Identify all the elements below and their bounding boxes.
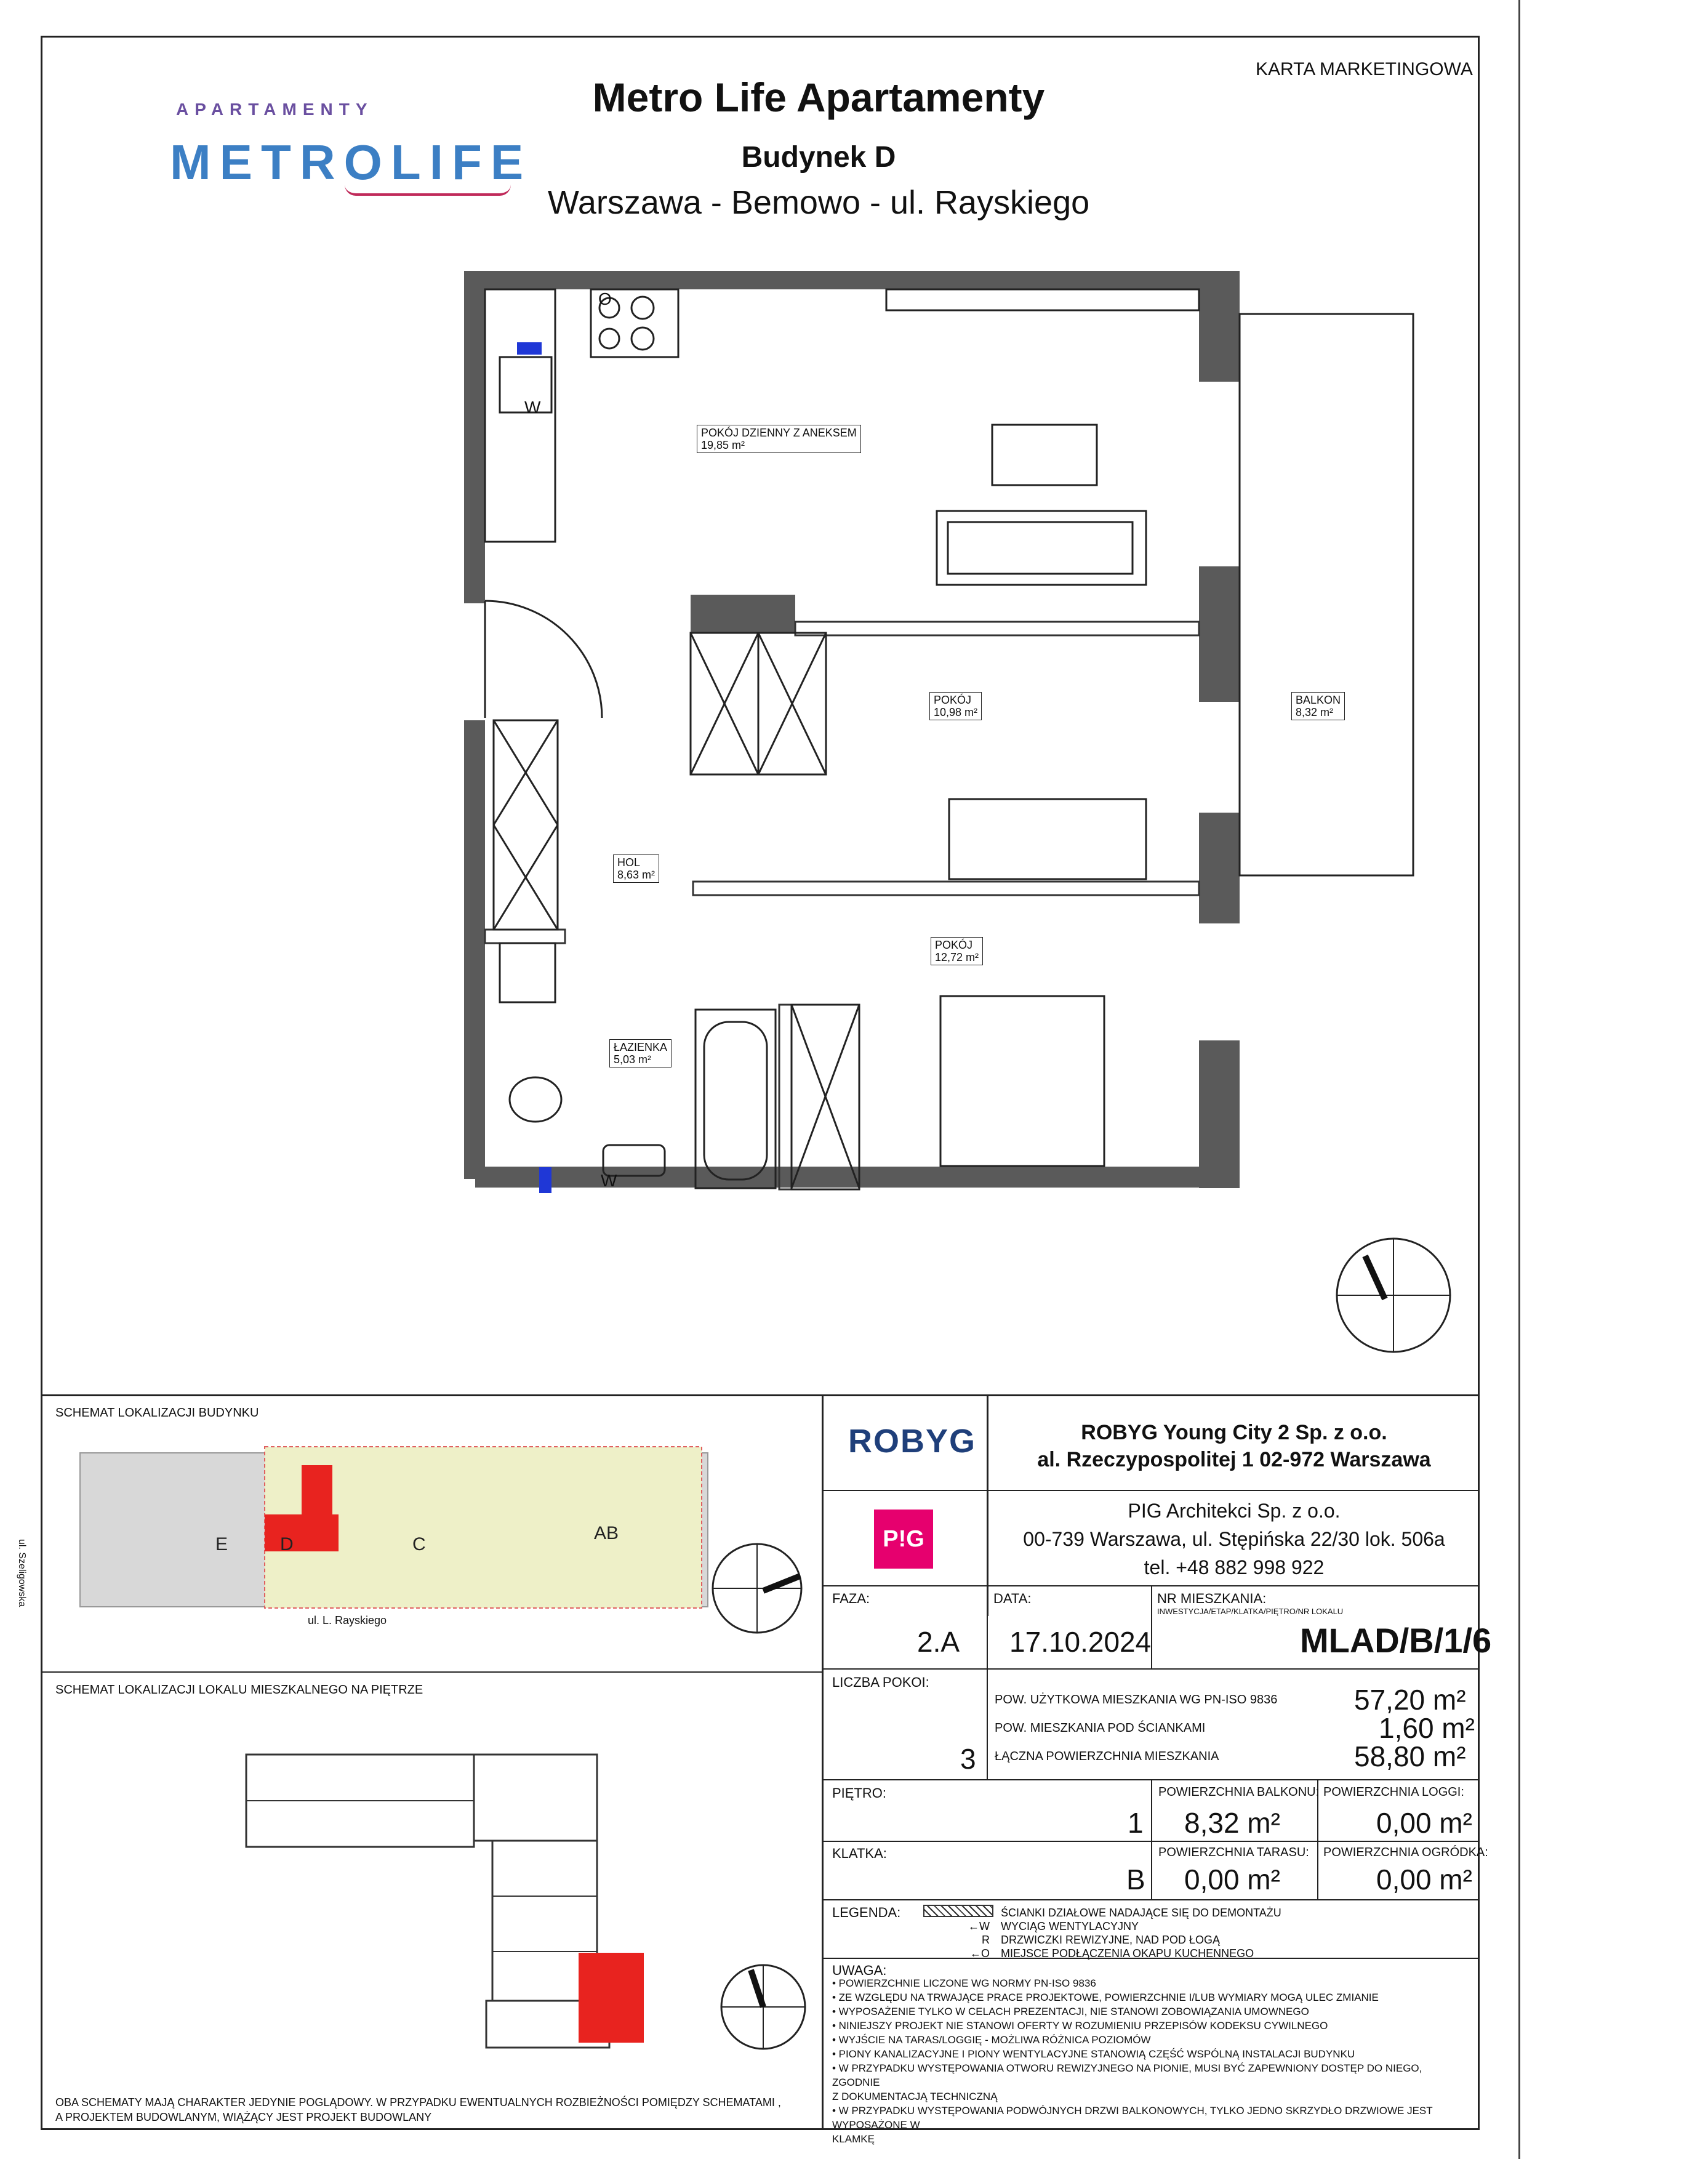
pow-pod-value: 1,60 m² [1379,1712,1475,1744]
col-data [1151,1586,1152,1670]
legend-sym-2: R [982,1934,990,1946]
pietro-label: PIĘTRO: [832,1785,887,1801]
room-label-bath: ŁAZIENKA 5,03 m² [609,1039,672,1067]
note-item: • PIONY KANALIZACYJNE I PIONY WENTYLACYJNE STANOWIĄ CZĘŚĆ WSPÓLNĄ INSTALACJI BUDYNKU [832,2048,1355,2060]
legend-hatch-sample [923,1905,993,1917]
room-label-living: POKÓJ DZIENNY Z ANEKSEM 19,85 m² [697,425,861,453]
note-item: • W PRZYPADKU WYSTĘPOWANIA PODWÓJNYCH DRZWI BALKONOWYCH, TYLKO JEDNO SKRZYDŁO DRZWIOWE JEST WYPOSAŻONE W [832,2105,1433,2131]
nr-value: MLAD/B/1/6 [1300,1621,1492,1660]
room-label-hall: HOL 8,63 m² [613,854,659,883]
legend-sym-3: ←O [969,1947,990,1960]
legend-label: LEGENDA: [832,1905,901,1920]
schema-divider [41,1671,822,1673]
legend-item-0: ŚCIANKI DZIAŁOWE NADAJĄCE SIĘ DO DEMONTAŻU [1001,1907,1281,1919]
note-item: Z DOKUMENTACJĄ TECHNICZNĄ [832,2091,998,2102]
balkon-value: 8,32 m² [1184,1807,1280,1839]
page-title: Metro Life Apartamenty [592,74,1045,120]
liczba-value: 3 [960,1743,976,1775]
legend-item-1: WYCIĄG WENTYLACYJNY [1001,1920,1139,1932]
building-schema [68,1441,806,1638]
address: Warszawa - Bemowo - ul. Rayskiego [547,184,1090,221]
klatka-label: KLATKA: [832,1846,887,1861]
pow-pod-label: POW. MIESZKANIA POD ŚCIANKAMI [995,1721,1206,1735]
schema-label-e: E [215,1534,228,1554]
plan-mark-w-kitchen: W [524,398,541,417]
legend-sym-1: ←W [968,1920,990,1932]
notes-list [832,1976,1472,2146]
pow-lacz-value: 58,80 m² [1354,1740,1466,1772]
architect-address: 00-739 Warszawa, ul. Stępińska 22/30 lok. 506a [1023,1528,1445,1550]
schema-label-d: D [280,1534,294,1554]
note-item: • POWIERZCHNIE LICZONE WG NORMY PN-ISO 9836 [832,1977,1096,1989]
taras-label: POWIERZCHNIA TARASU: [1158,1846,1309,1859]
architect-phone: tel. +48 882 998 922 [1144,1556,1325,1578]
col-liczba [987,1670,988,1780]
section-divider [41,1394,1480,1396]
metrolife-logo: METROLIFE [170,135,532,190]
note-item: KLAMKĘ [832,2133,875,2145]
row-line-1 [824,1490,1480,1491]
note-item: • WYPOSAŻENIE TYLKO W CELACH PREZENTACJI, NIE STANOWI ZOBOWIĄZANIA UMOWNEGO [832,2006,1309,2017]
karta-label: KARTA MARKETINGOWA [1256,59,1473,79]
data-value: 17.10.2024 [1009,1626,1152,1658]
disclaimer-line2: A PROJEKTEM BUDOWLANYM, WIĄŻĄCY JEST PROJEKT BUDOWLANY [55,2111,432,2123]
note-item: • ZE WZGLĘDU NA TRWAJĄCE PRACE PROJEKTOWE, POWIERZCHNIE I/LUB WYMIARY MOGĄ ULEC ZMIANIE [832,1992,1379,2003]
ogrodek-value: 0,00 m² [1376,1863,1472,1896]
liczba-label: LICZBA POKOI: [832,1675,929,1690]
robyg-logo: ROBYG [848,1423,977,1460]
klatka-value: B [1126,1863,1145,1896]
compass-floor [714,1958,812,2056]
row-line-6 [824,1899,1480,1900]
data-label: DATA: [993,1591,1032,1606]
balkon-label: POWIERZCHNIA BALKONU: [1158,1785,1320,1799]
loggia-value: 0,00 m² [1376,1807,1472,1839]
room-label-room3: POKÓJ 12,72 m² [931,937,983,965]
room-label-room2: POKÓJ 10,98 m² [929,692,982,720]
note-item: • WYJŚCIE NA TARAS/LOGGIĘ - MOŻLIWA RÓŻNICA POZIOMÓW [832,2034,1151,2046]
note-item: • W PRZYPADKU WYSTĘPOWANIA OTWORU REWIZYJNEGO NA PIONIE, MUSI BYĆ ZAPEWNIONY DOSTĘP DO NIEGO, ZGODNIE [832,2062,1422,2088]
floor-schema-title: SCHEMAT LOKALIZACJI LOKALU MIESZKALNEGO NA PIĘTRZE [55,1683,423,1697]
street-side-label: ul. Szeligowska [17,1539,27,1607]
pow-uzyt-label: POW. UŻYTKOWA MIESZKANIA WG PN-ISO 9836 [995,1693,1278,1707]
room-label-balcony: BALKON 8,32 m² [1291,692,1345,720]
column-divider [822,1394,824,2130]
architect-name: PIG Architekci Sp. z o.o. [1128,1500,1341,1522]
nr-label: NR MIESZKANIA: [1157,1591,1267,1606]
pig-logo: P!G [874,1510,933,1569]
street-bottom-label: ul. L. Rayskiego [308,1614,387,1626]
plan-mark-o: O [598,289,612,308]
developer-address: al. Rzeczypospolitej 1 02-972 Warszawa [1037,1448,1431,1471]
legend-item-3: MIEJSCE PODŁĄCZENIA OKAPU KUCHENNEGO [1001,1947,1254,1960]
ogrodek-label: POWIERZCHNIA OGRÓDKA: [1323,1846,1488,1859]
building-schema-title: SCHEMAT LOKALIZACJI BUDYNKU [55,1406,259,1420]
note-item: • NINIEJSZY PROJEKT NIE STANOWI OFERTY W ROZUMIENIU PRZEPISÓW KODEKSU CYWILNEGO [832,2020,1328,2032]
disclaimer-line1: OBA SCHEMATY MAJĄ CHARAKTER JEDYNIE POGLĄDOWY. W PRZYPADKU EWENTUALNYCH ROZBIEŻNOŚCI POMIĘDZY SCHEMATAMI , [55,2096,781,2109]
nr-sublabel: INWESTYCJA/ETAP/KLATKA/PIĘTRO/NR LOKALU [1157,1607,1344,1616]
developer-name: ROBYG Young City 2 Sp. z o.o. [1081,1421,1387,1444]
taras-value: 0,00 m² [1184,1863,1280,1896]
building-name: Budynek D [741,141,896,174]
loggia-label: POWIERZCHNIA LOGGI: [1323,1785,1464,1799]
pow-uzyt-value: 57,20 m² [1354,1684,1466,1716]
pietro-value: 1 [1128,1807,1144,1839]
legend-item-2: DRZWICZKI REWIZYJNE, NAD POD ŁOGĄ [1001,1934,1221,1946]
col-balkon [1151,1779,1152,1899]
pow-lacz-label: ŁĄCZNA POWIERZCHNIA MIESZKANIA [995,1750,1219,1763]
col-faza [987,1586,988,1670]
floor-schema [234,1742,677,2050]
plan-mark-w-bath: W [601,1171,617,1190]
schema-label-ab: AB [594,1523,619,1543]
faza-label: FAZA: [832,1591,870,1606]
logo-small-text: APARTAMENTY [176,100,374,119]
faza-value: 2.A [917,1626,960,1658]
notes-label: UWAGA: [832,1963,887,1978]
compass-main [1337,1239,1450,1352]
schema-label-c: C [412,1534,426,1554]
